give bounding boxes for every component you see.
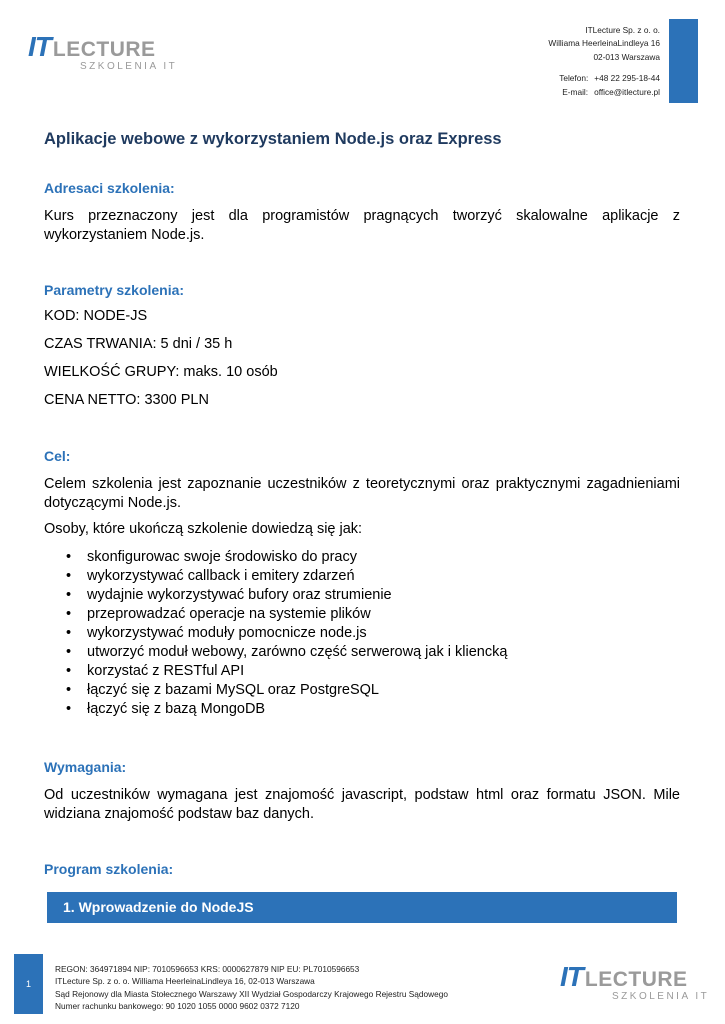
list-item: • wykorzystywać moduły pomocnicze node.js bbox=[66, 625, 367, 641]
requirements-text: Od uczestników wymagana jest znajomość javascript, podstaw html oraz formatu JSON. Mile widziana znajomość podstaw baz danych. bbox=[44, 787, 680, 822]
param-price: CENA NETTO: 3300 PLN bbox=[44, 392, 209, 408]
footer-logo-lecture-text: LECTURE bbox=[584, 968, 688, 991]
bullet-dot: • bbox=[66, 568, 72, 584]
goal-text: Celem szkolenia jest zapoznanie uczestników z teoretycznymi oraz praktycznymi zagadnieniami dotyczącymi Node.js. bbox=[44, 476, 680, 511]
list-item: • łączyć się z bazami MySQL oraz PostgreSQL bbox=[66, 682, 379, 698]
logo-lecture-text: LECTURE bbox=[52, 38, 156, 61]
company-city: 02-013 Warszawa bbox=[593, 51, 660, 62]
bullet-dot: • bbox=[66, 625, 72, 641]
footer-line-registry: REGON: 364971894 NIP: 7010596653 KRS: 0000627879 NIP EU: PL7010596653 bbox=[55, 964, 360, 974]
document-title: Aplikacje webowe z wykorzystaniem Node.js oraz Express bbox=[44, 130, 502, 148]
param-duration: CZAS TRWANIA: 5 dni / 35 h bbox=[44, 336, 233, 352]
bullet-dot: • bbox=[66, 587, 72, 603]
param-group: WIELKOŚĆ GRUPY: maks. 10 osób bbox=[44, 364, 278, 380]
company-street: Williama HeerleinaLindleya 16 bbox=[548, 38, 660, 49]
company-name: ITLecture Sp. z o. o. bbox=[585, 25, 660, 35]
goal-heading: Cel: bbox=[44, 448, 71, 464]
bullet-dot: • bbox=[66, 644, 72, 660]
bullet-dot: • bbox=[66, 663, 72, 679]
list-item: • przeprowadzać operacje na systemie plików bbox=[66, 606, 371, 622]
email-value[interactable]: office@itlecture.pl bbox=[594, 86, 660, 97]
list-item: • utworzyć moduł webowy, zarówno część serwerową jak i kliencką bbox=[66, 644, 508, 660]
program-section-1: 1. Wprowadzenie do NodeJS bbox=[47, 892, 677, 923]
logo-subtitle: SZKOLENIA IT bbox=[80, 61, 178, 72]
footer-info bbox=[55, 963, 448, 1013]
company-email-row bbox=[548, 86, 660, 99]
bullet-dot: • bbox=[66, 701, 72, 717]
params-heading: Parametry szkolenia: bbox=[44, 282, 185, 298]
phone-value: +48 22 295-18-44 bbox=[594, 73, 660, 84]
footer-logo-it-text: IT bbox=[560, 961, 583, 992]
footer-logo-subtitle: SZKOLENIA IT bbox=[612, 991, 710, 1002]
logo-it-text: IT bbox=[28, 31, 51, 62]
program-heading: Program szkolenia: bbox=[44, 861, 174, 877]
list-item: • skonfigurowac swoje środowisko do pracy bbox=[66, 549, 357, 565]
bullet-dot: • bbox=[66, 682, 72, 698]
goal-list bbox=[44, 548, 507, 719]
header-accent-bar bbox=[669, 19, 698, 103]
list-item: • łączyć się z bazą MongoDB bbox=[66, 701, 266, 717]
page-number: 1 bbox=[14, 954, 43, 1014]
company-phone-row bbox=[548, 72, 660, 85]
param-code: KOD: NODE-JS bbox=[44, 308, 148, 324]
phone-label: Telefon: bbox=[559, 73, 589, 84]
footer-line-address: ITLecture Sp. z o. o. Williama HeerleinaLindleya 16, 02-013 Warszawa bbox=[55, 976, 315, 987]
audience-text: Kurs przeznaczony jest dla programistów pragnących tworzyć skalowalne aplikacje z wykorzystaniem Node.js. bbox=[44, 208, 680, 243]
footer-logo bbox=[560, 963, 709, 1002]
bullet-dot: • bbox=[66, 549, 72, 565]
company-info bbox=[548, 24, 660, 99]
list-item: • wydajnie wykorzystywać bufory oraz strumienie bbox=[66, 587, 392, 603]
company-logo bbox=[28, 33, 177, 72]
list-item: • korzystać z RESTful API bbox=[66, 663, 245, 679]
audience-heading: Adresaci szkolenia: bbox=[44, 180, 175, 196]
footer-line-court: Sąd Rejonowy dla Miasta Stołecznego Warszawy XII Wydział Gospodarczy Krajowego Rejestru Sądowego bbox=[55, 988, 448, 999]
email-label: E-mail: bbox=[562, 86, 589, 97]
bullet-dot: • bbox=[66, 606, 72, 622]
list-item: • wykorzystywać callback i emitery zdarzeń bbox=[66, 568, 355, 584]
goal-intro: Osoby, które ukończą szkolenie dowiedzą się jak: bbox=[44, 521, 363, 537]
footer-line-bank: Numer rachunku bankowego: 90 1020 1055 0000 9602 0372 7120 bbox=[55, 1001, 300, 1012]
requirements-heading: Wymagania: bbox=[44, 759, 127, 775]
